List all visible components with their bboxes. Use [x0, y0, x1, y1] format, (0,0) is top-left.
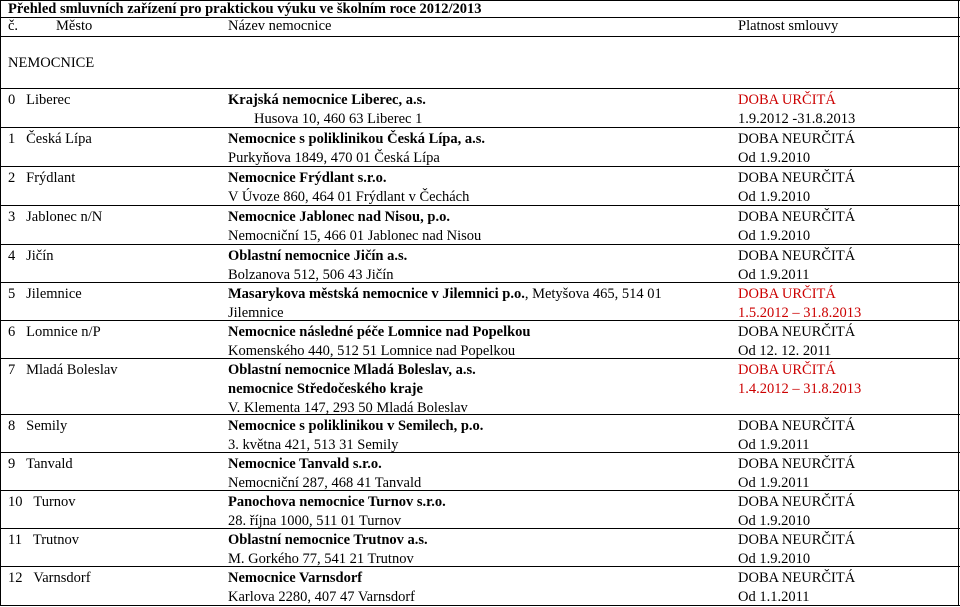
row-number: 10: [8, 494, 23, 510]
hospital-name-line2: nemocnice Středočeského kraje: [228, 381, 423, 397]
table-rule: [0, 36, 960, 37]
contract-status: DOBA URČITÁ: [738, 92, 836, 108]
contract-date: Od 1.9.2010: [738, 150, 811, 166]
contract-date: Od 1.9.2011: [738, 437, 810, 453]
table-rule: [0, 88, 960, 89]
contract-date: 1.5.2012 – 31.8.2013: [738, 305, 862, 321]
contract-status: DOBA NEURČITÁ: [738, 131, 856, 147]
row-city: Mladá Boleslav: [26, 362, 118, 378]
row-city: Trutnov: [32, 532, 80, 548]
hospital-address: Bolzanova 512, 506 43 Jičín: [228, 267, 394, 283]
hospital-address: 3. května 421, 513 31 Semily: [228, 437, 399, 453]
hospital-address: 28. října 1000, 511 01 Turnov: [228, 513, 402, 529]
contract-date: Od 1.9.2010: [738, 189, 811, 205]
hospital-name: Nemocnice Varnsdorf: [228, 570, 363, 586]
header-col-contract: Platnost smlouvy: [738, 18, 839, 34]
row-city: Frýdlant: [26, 170, 76, 186]
hospital-name: Krajská nemocnice Liberec, a.s.: [228, 92, 426, 108]
hospital-address: Husova 10, 460 63 Liberec 1: [254, 111, 423, 127]
hospital-address: V Úvoze 860, 464 01 Frýdlant v Čechách: [228, 189, 470, 205]
contract-status: DOBA NEURČITÁ: [738, 209, 856, 225]
row-number: 4: [8, 248, 16, 264]
contract-date: Od 1.1.2011: [738, 589, 810, 605]
contract-status: DOBA NEURČITÁ: [738, 456, 856, 472]
hospital-address: Nemocniční 15, 466 01 Jablonec nad Nisou: [228, 228, 482, 244]
hospital-name: Nemocnice Jablonec nad Nisou, p.o.: [228, 209, 450, 225]
row-city: Jablonec n/N: [26, 209, 103, 225]
contract-date: Od 1.9.2010: [738, 513, 811, 529]
contract-date: Od 1.9.2010: [738, 551, 811, 567]
hospital-address: M. Gorkého 77, 541 21 Trutnov: [228, 551, 414, 567]
hospital-name-tail: , Metyšova 465, 514 01: [524, 286, 662, 302]
contract-status: DOBA NEURČITÁ: [738, 570, 856, 586]
row-city: Jičín: [26, 248, 54, 264]
hospital-name: Oblastní nemocnice Trutnov a.s.: [228, 532, 428, 548]
contract-status: DOBA URČITÁ: [738, 286, 836, 302]
contract-date: 1.9.2012 -31.8.2013: [738, 111, 856, 127]
contract-date: Od 1.9.2010: [738, 228, 811, 244]
row-city: Liberec: [26, 92, 71, 108]
row-city: Turnov: [33, 494, 76, 510]
contract-date: Od 1.9.2011: [738, 267, 810, 283]
hospital-name: Nemocnice Tanvald s.r.o.: [228, 456, 382, 472]
contract-date: Od 12. 12. 2011: [738, 343, 832, 359]
page-title: Přehled smluvních zařízení pro praktickou výuku ve školním roce 2012/2013: [8, 1, 482, 17]
hospital-name: Masarykova městská nemocnice v Jilemnici p.o.: [228, 286, 525, 302]
contract-status: DOBA NEURČITÁ: [738, 170, 856, 186]
hospital-name: Oblastní nemocnice Jičín a.s.: [228, 248, 408, 264]
row-number: 11: [8, 532, 22, 548]
row-number: 9: [8, 456, 16, 472]
header-col-no: č.: [8, 18, 19, 34]
row-number: 12: [8, 570, 23, 586]
hospital-name: Panochova nemocnice Turnov s.r.o.: [228, 494, 446, 510]
row-number: 8: [8, 418, 16, 434]
row-number: 7: [8, 362, 16, 378]
hospital-name: Oblastní nemocnice Mladá Boleslav, a.s.: [228, 362, 476, 378]
table-border-left: [0, 0, 1, 606]
hospital-address: V. Klementa 147, 293 50 Mladá Boleslav: [228, 400, 468, 416]
contract-status: DOBA NEURČITÁ: [738, 324, 856, 340]
contract-date: Od 1.9.2011: [738, 475, 810, 491]
row-number: 0: [8, 92, 16, 108]
row-city: Lomnice n/P: [26, 324, 101, 340]
hospital-address: Purkyňova 1849, 470 01 Česká Lípa: [228, 150, 440, 166]
contract-status: DOBA URČITÁ: [738, 362, 836, 378]
hospital-address: Komenského 440, 512 51 Lomnice nad Popelkou: [228, 343, 516, 359]
row-number: 2: [8, 170, 16, 186]
header-col-name: Název nemocnice: [228, 18, 332, 34]
hospital-address: Nemocniční 287, 468 41 Tanvald: [228, 475, 422, 491]
hospital-address: Jilemnice: [228, 305, 284, 321]
contract-status: DOBA NEURČITÁ: [738, 532, 856, 548]
hospital-name: Nemocnice s poliklinikou Česká Lípa, a.s.: [228, 131, 486, 147]
row-number: 6: [8, 324, 16, 340]
table-border-right: [958, 0, 959, 606]
header-col-city: Město: [56, 18, 93, 34]
row-city: Semily: [26, 418, 68, 434]
contract-status: DOBA NEURČITÁ: [738, 248, 856, 264]
section-title: NEMOCNICE: [8, 55, 95, 71]
row-city: Česká Lípa: [26, 131, 92, 147]
row-number: 1: [8, 131, 16, 147]
hospital-name: Nemocnice s poliklinikou v Semilech, p.o.: [228, 418, 484, 434]
row-number: 5: [8, 286, 16, 302]
row-city: Varnsdorf: [33, 570, 91, 586]
hospital-address: Karlova 2280, 407 47 Varnsdorf: [228, 589, 415, 605]
contract-status: DOBA NEURČITÁ: [738, 494, 856, 510]
contract-status: DOBA NEURČITÁ: [738, 418, 856, 434]
row-number: 3: [8, 209, 16, 225]
hospital-name: Nemocnice Frýdlant s.r.o.: [228, 170, 387, 186]
contract-date: 1.4.2012 – 31.8.2013: [738, 381, 862, 397]
row-city: Tanvald: [26, 456, 73, 472]
row-city: Jilemnice: [26, 286, 82, 302]
hospital-name: Nemocnice následné péče Lomnice nad Popelkou: [228, 324, 531, 340]
